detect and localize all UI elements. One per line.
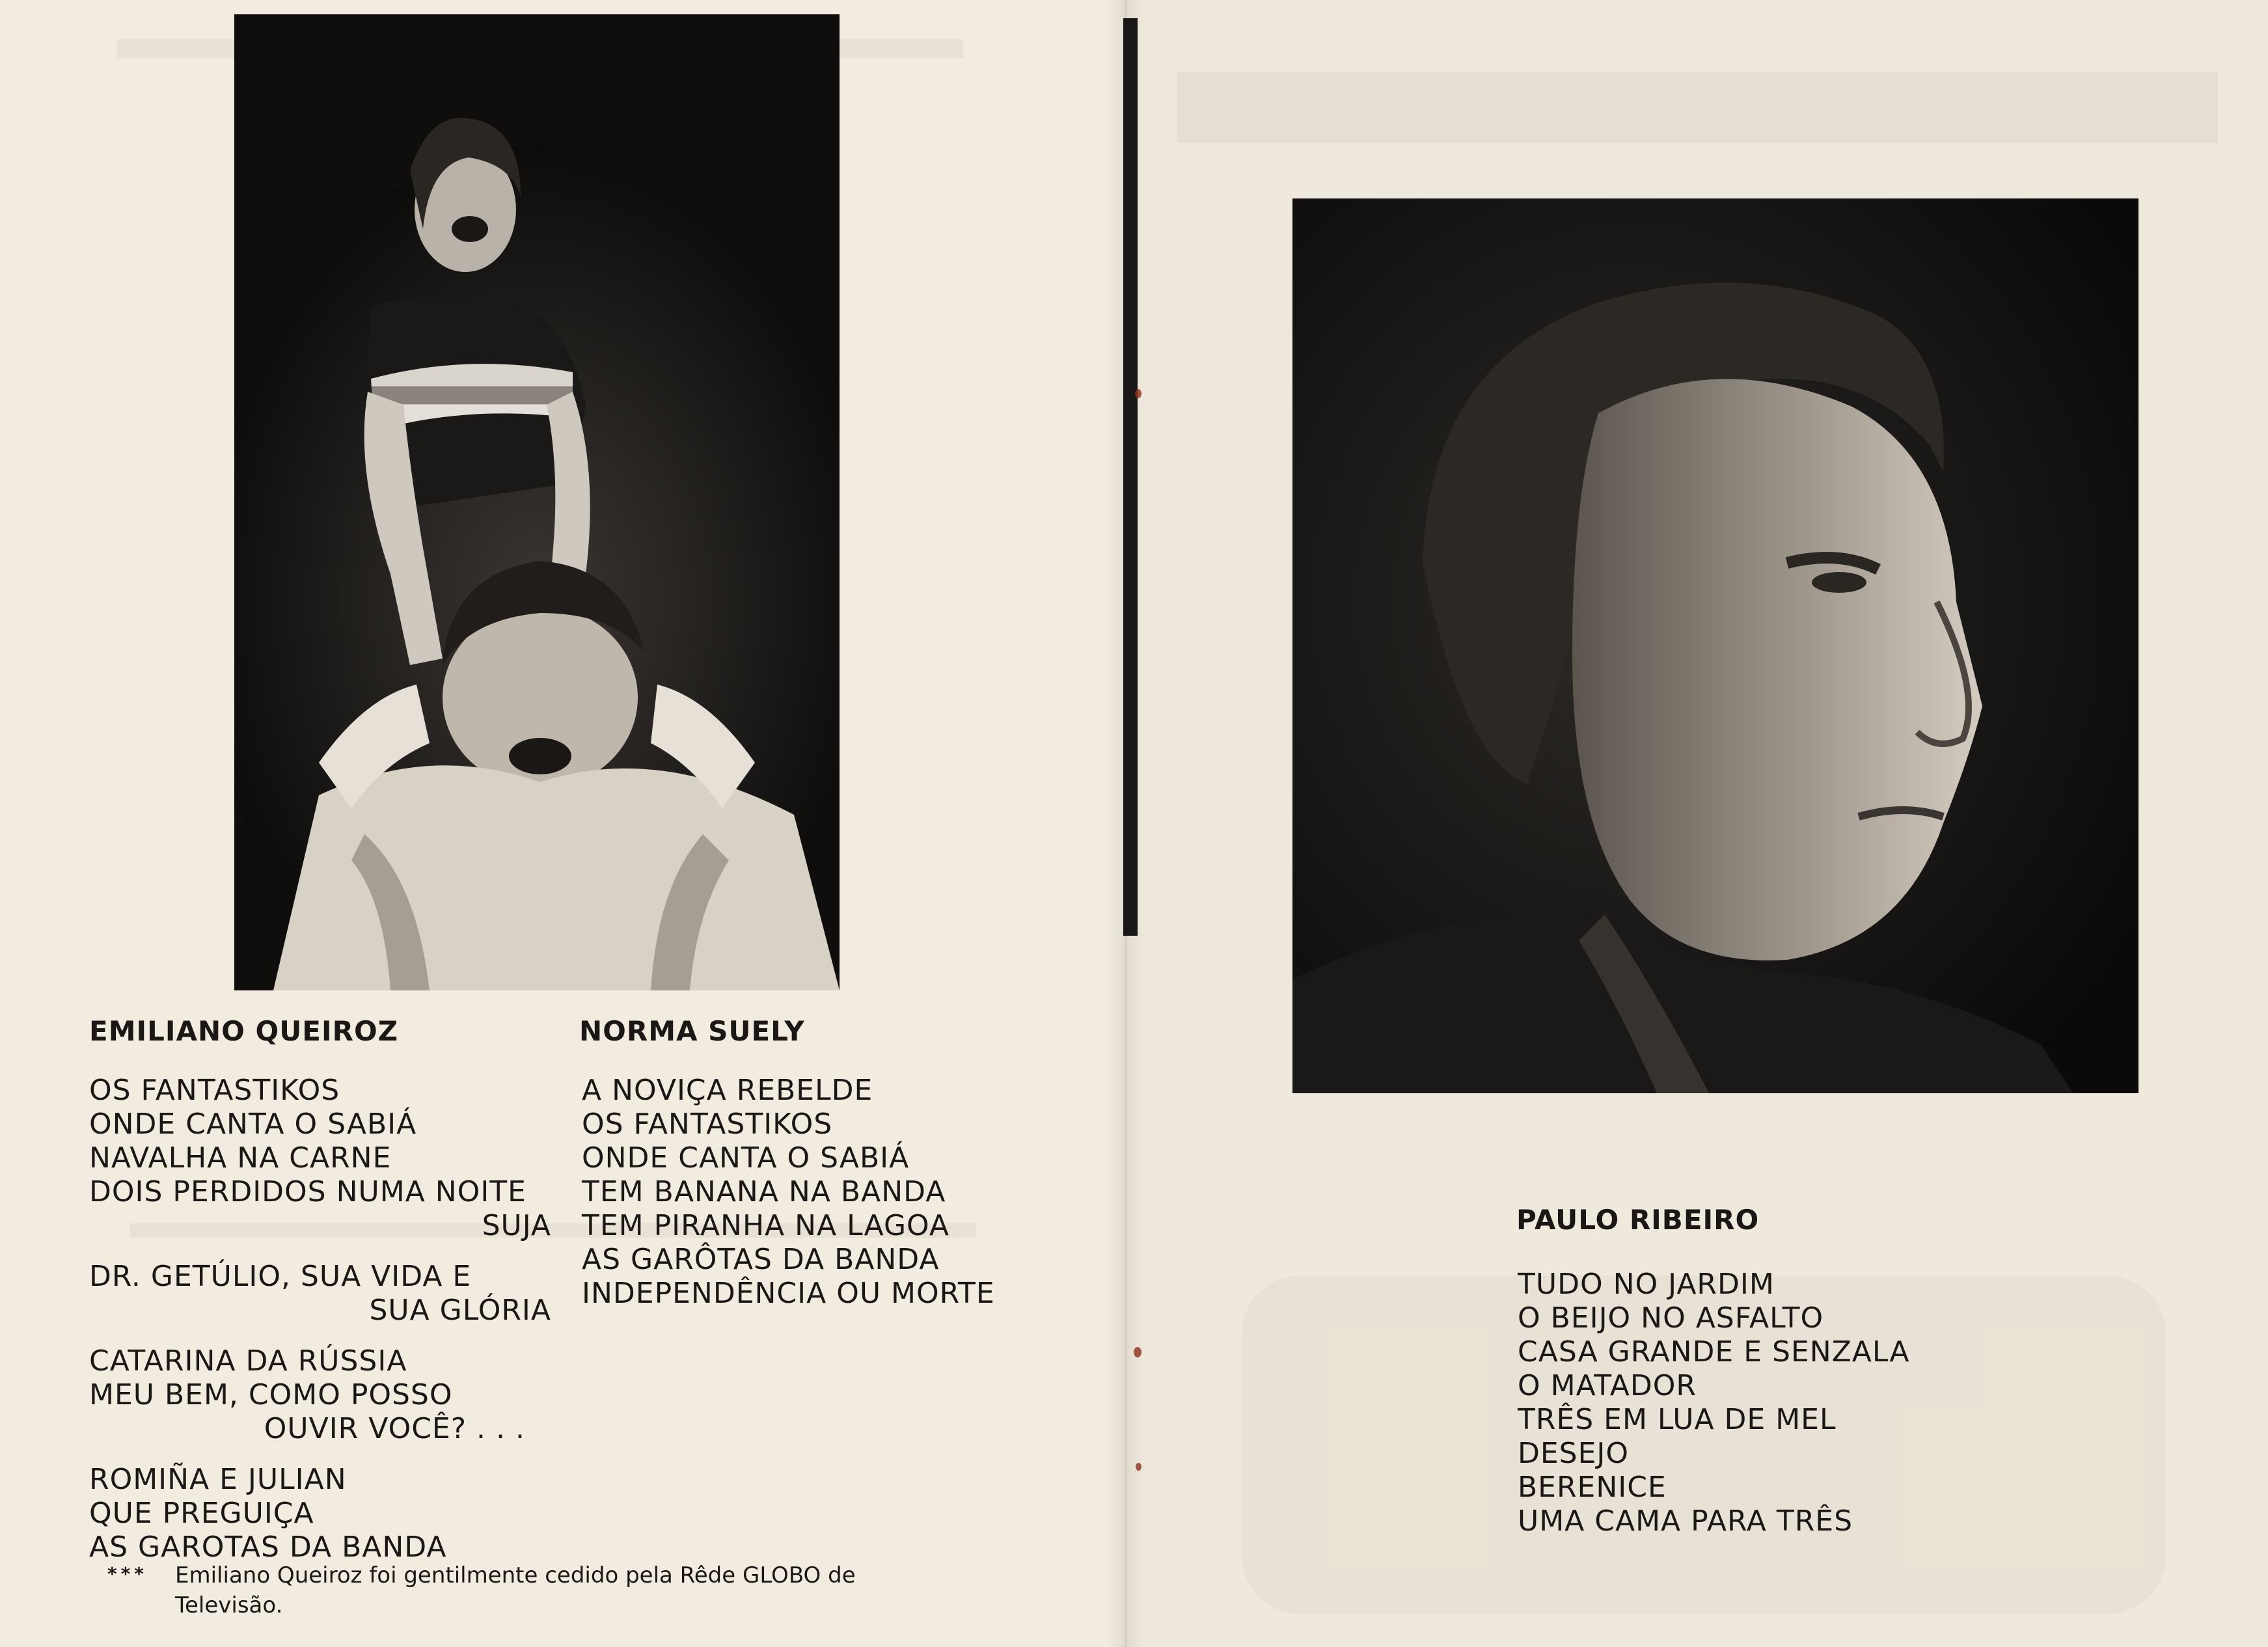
spacer	[89, 1446, 551, 1463]
portrait-photo-illustration	[1292, 198, 2138, 1093]
rust-stain	[1134, 1347, 1141, 1357]
credit-line: BERENICE	[1518, 1471, 1667, 1504]
credit-line: TUDO NO JARDIM	[1518, 1268, 1775, 1301]
credit-line: SUJA	[482, 1209, 551, 1242]
credit-line: DOIS PERDIDOS NUMA NOITE	[89, 1175, 526, 1208]
stage-photo-couple	[234, 14, 840, 990]
credit-line: TEM PIRANHA NA LAGOA	[582, 1209, 950, 1242]
credit-line: O BEIJO NO ASFALTO	[1518, 1301, 1824, 1335]
credit-line: OUVIR VOCÊ? . . .	[264, 1412, 525, 1445]
emiliano-credits	[89, 1074, 551, 1564]
credit-line: NAVALHA NA CARNE	[89, 1141, 392, 1175]
paulo-credits	[1518, 1268, 1910, 1538]
credit-line: A NOVIÇA REBELDE	[582, 1074, 873, 1107]
credit-line: O MATADOR	[1518, 1369, 1697, 1402]
actor-name-norma: NORMA SUELY	[579, 1015, 805, 1047]
left-page	[0, 0, 1125, 1647]
credit-line: MEU BEM, COMO POSSO	[89, 1378, 453, 1411]
credit-line: DESEJO	[1518, 1437, 1630, 1470]
credit-line: CASA GRANDE E SENZALA	[1518, 1335, 1910, 1368]
credit-line: AS GAROTAS DA BANDA	[89, 1531, 447, 1564]
credit-line: UMA CAMA PARA TRÊS	[1518, 1504, 1853, 1538]
rust-stain	[1136, 1463, 1141, 1471]
credit-line: DR. GETÚLIO, SUA VIDA E	[89, 1260, 472, 1293]
credit-line: TRÊS EM LUA DE MEL	[1518, 1403, 1837, 1436]
spacer	[89, 1243, 551, 1260]
actor-name-emiliano: EMILIANO QUEIROZ	[89, 1015, 399, 1047]
norma-credits	[582, 1074, 995, 1311]
footnote-line: Emiliano Queiroz foi gentilmente cedido pela Rêde GLOBO de	[175, 1562, 856, 1588]
bleed-through	[1177, 72, 2218, 143]
spine-shadow	[1123, 18, 1138, 936]
footnote-line: Televisão.	[175, 1592, 283, 1618]
credit-line: AS GARÔTAS DA BANDA	[582, 1243, 940, 1276]
rust-stain	[1135, 389, 1141, 398]
credit-line: ONDE CANTA O SABIÁ	[89, 1108, 417, 1141]
credit-line: OS FANTASTIKOS	[89, 1074, 340, 1107]
credit-line: QUE PREGUIÇA	[89, 1497, 314, 1530]
portrait-photo-paulo	[1292, 198, 2138, 1093]
stage-photo-illustration	[234, 14, 840, 990]
credit-line: SUA GLÓRIA	[369, 1294, 551, 1327]
credit-line: OS FANTASTIKOS	[582, 1108, 833, 1141]
spacer	[89, 1327, 551, 1344]
credit-line: CATARINA DA RÚSSIA	[89, 1344, 407, 1378]
credit-line: TEM BANANA NA BANDA	[582, 1175, 946, 1208]
credit-line: ONDE CANTA O SABIÁ	[582, 1141, 910, 1175]
footnote	[107, 1560, 1005, 1620]
actor-name-paulo: PAULO RIBEIRO	[1516, 1204, 1760, 1236]
credit-line: ROMIÑA E JULIAN	[89, 1463, 347, 1496]
right-page	[1125, 0, 2268, 1647]
footnote-marker: ***	[107, 1563, 148, 1585]
credit-line: INDEPENDÊNCIA OU MORTE	[582, 1277, 995, 1310]
